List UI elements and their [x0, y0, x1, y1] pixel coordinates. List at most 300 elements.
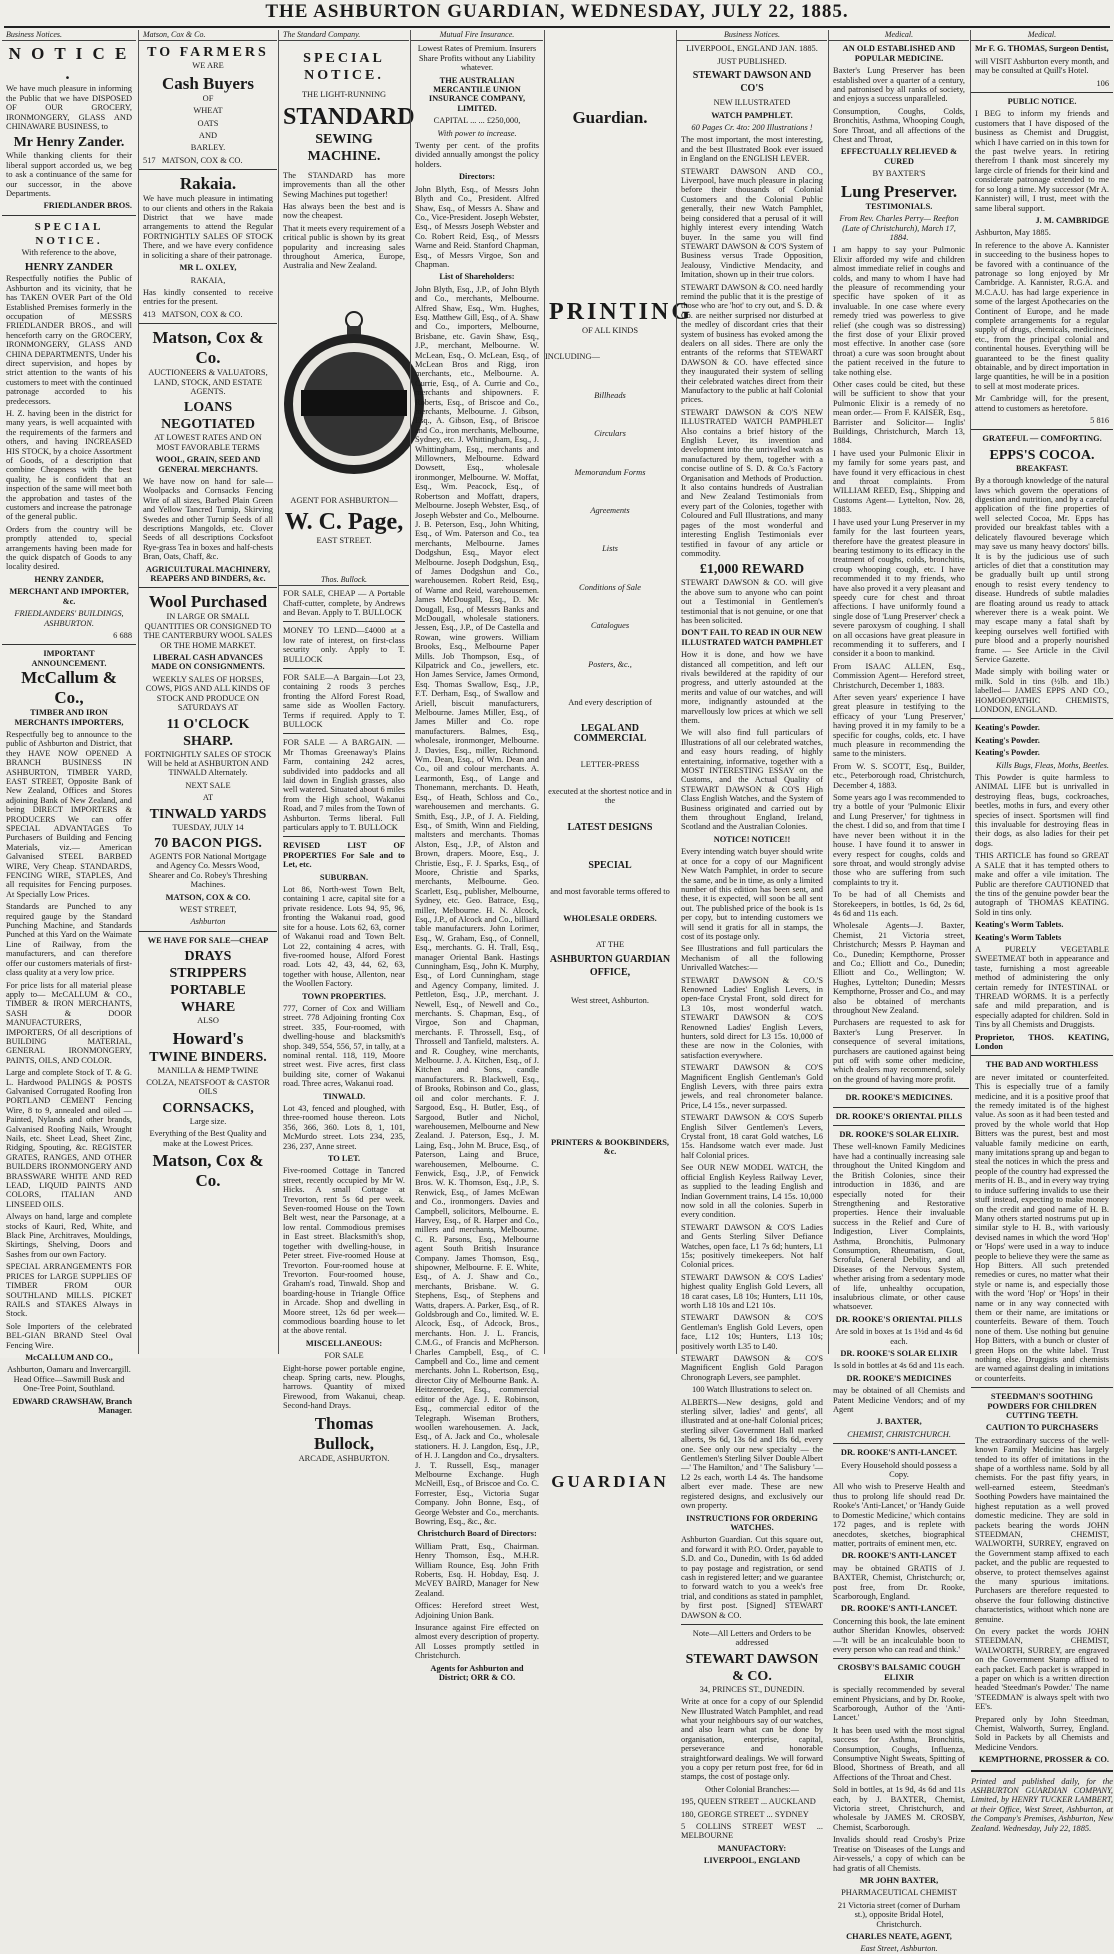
ad-body: To be had of all Chemists and Storekeepers, in bottles, 1s 6d, 2s 6d, 4s 6d and 11s each. [833, 890, 965, 918]
printing-every: And every description of [568, 698, 652, 708]
ad-title: DR. ROOKE'S SOLAR ELIXIR [840, 1349, 958, 1358]
ad-bullock [279, 589, 409, 1463]
ad-friedlander [2, 44, 136, 210]
ad-title: CROSBY'S BALSAMIC COUGH ELIXIR [837, 1663, 961, 1682]
ad-ref: 517 [143, 155, 156, 165]
branch-item: 195, QUEEN STREET ... AUCKLAND [681, 1797, 816, 1807]
ad-section: FOR SALE [324, 1351, 364, 1361]
dray-item: STRIPPERS [169, 966, 247, 982]
ad-mccallum [2, 649, 136, 1415]
ad-section: MISCELLANEOUS: [305, 1338, 383, 1348]
ad-name: Matson, Cox & Co. [152, 328, 264, 368]
ad-body: will VISIT Ashburton every month, and may be consulted at Quill's Hotel. [975, 56, 1109, 76]
ad-signature: MATSON, COX & CO. [165, 892, 251, 902]
ad-title: DR. ROOKE'S SOLAR ELIXIR. [839, 1130, 959, 1140]
ad-title: DR. ROOKE'S MEDICINES. [845, 1093, 953, 1103]
ad-pages: 60 Pages Cr. 4to: 200 Illustrations ! [691, 123, 813, 133]
ad-body: Offices: Hereford street West, Adjoining Union Bank. [415, 1601, 539, 1620]
dray-item: ALSO [197, 1016, 219, 1026]
ad-steedman [971, 1392, 1113, 1764]
ad-body: A PURELY VEGETABLE SWEETMEAT both in appearance and taste, furnishing a most agreeable method of administering the only certain remedy for INTESTINAL or THREAD WORMS. It is a perfectly safe and mild preparation, and is especially adapted for children. Sold in Tins by all Chemists and Druggists. [975, 944, 1109, 1030]
printing-favorable: and most favorable terms offered to [550, 887, 670, 897]
ad-title: TO FARMERS [147, 45, 269, 61]
ad-title: Wool Purchased [148, 592, 268, 612]
ad-name: MR L. OXLEY, [179, 263, 237, 273]
ad-body: This Powder is quite harmless to ANIMAL LIFE but is unrivalled in destroying fleas, bugs, cockroaches, beetles, moths in furs, and every other species of insect. Sportsmen will find this invaluable for destroying fleas in their dogs, as also ladies for their pet dogs. [975, 773, 1109, 848]
ad-pigs: 70 BACON PIGS. [154, 835, 262, 851]
ad-body: ALBERTS—New designs, gold and sterling silver, ladies' and gents', all illustrated and at one-half Colonial prices; sterling silver Government Hall marked alberts, 9s 6d, 13s 6d and 18s 6d, every one. See only our new specialty — the Gentlemen's Sterling Silver Double Albert—' The Hamilton,' and ' The Salisbury '—L2 2s each, worth L4 4s. The handsome albert ever made. These are new registered designs, and exclusively our own property. [681, 1397, 823, 1511]
ad-section: Christchurch Board of Directors: [417, 1529, 537, 1539]
ad-body: Ashburton Guardian. Cut this square out, and forward it with P.O. Order, payable to S.D. and Co., Dunedin, with 1s 6d added to pay postage and registration, or send cash in registered letter; and we guarantee to forward watch to you a week's free trial, and conditions as stated in pamphlet, by first post. [Signed] STEWART DAWSON & CO. [681, 1535, 823, 1620]
ad-title: DR. ROOKE'S ORIENTAL PILLS [835, 1111, 963, 1121]
ad-place: RAKAIA, [190, 275, 226, 285]
ad-name: EPPS'S COCOA. [989, 447, 1095, 463]
ad-body: Some years ago I was recommended to try a bottle of your 'Pulmonic Elixir and Lung Preserver,' for tightness in the chest. I did so, and from that time I have never been without it in the house. I have found it to answer in every respect for coughs, colds and sore throat, and would strongly advise those who are suffering from such complaints to try it. [833, 793, 965, 887]
ad-worm: Keating's Worm Tablets. [975, 920, 1064, 930]
ad-title: PUBLIC NOTICE. [1007, 97, 1077, 107]
ad-wool [139, 592, 277, 926]
masthead-rule [4, 26, 1110, 28]
ad-body: Other cases could be cited, but these will be sufficient to show that your Pulmonic Elixir is a remedy of no mean order.— From F. KAISER, Esq., Barrister and Solicitor— Inglis' Buildings, Christchurch, March 13, 1884. [833, 380, 965, 446]
ad-body: The extraordinary success of the well-known Family Medicine has largely tended to its offer of imitations in the shape of a worthless name. Sold by all chemists. For the past fifty years, in well-earned esteem, Steedman's Soothing Powders have maintained the highest reputation as a well proved domestic medicine. They are sold in packets bearing the words JOHN STEEDMAN, CHEMIST, WALWORTH, SURREY, engraved on the Government stamp affixed to each packet, and the public are requested to observe, to protect themselves against the many spurious imitations. Purchasers are therefore requested to observe the four following distinctive characteristics, without which none are genuine. [975, 1435, 1109, 1624]
ad-title: STEEDMAN'S SOOTHING POWDERS FOR CHILDREN CUTTING TEETH. [987, 1392, 1097, 1421]
ad-body: Every intending watch buyer should write at once for a copy of our Magnificent New Watch Pamphlet, in order to secure the same, and be in time, as only a limited number of this edition has been sent, and these, it is expected, will soon be all sent out. The published price of the book is 1s per copy, but to intending customers we will send it gratis for all in stamps, the cost of its postage only. [681, 847, 823, 941]
ad-body: AUCTIONEERS & VALUATORS, LAND, STOCK, AND ESTATE AGENTS. [148, 368, 268, 396]
ad-body: On every packet the words JOHN STEEDMAN, CHEMIST, WALWORTH, SURREY, are engraved on the Government Stamp affixed to each packet. Each packet is wrapped in a paper on which is a written direction headed 'Steedman's Powder.' The name 'STEEDMAN' is always spelt with two EE's. [975, 1626, 1109, 1712]
ad-every: Everything of the Best Quality and make at the Lowest Prices. [149, 1129, 267, 1148]
ad-power: With power to increase. [437, 128, 517, 138]
ad-body: STEWART DAWSON & CO'S Superb English Silver Gentlemen's Levers, Crystal front, 18 carat Gold watches, L6 15s. Handsome watch ever made. Just half Colonial prices. [681, 1113, 823, 1160]
ad-section: TO LET. [327, 1154, 361, 1164]
printing-special: SPECIAL [588, 859, 632, 871]
ad-baxter [829, 44, 969, 1084]
ad-signature: KEMPTHORNE, PROSSER & CO. [978, 1755, 1109, 1765]
ad-tinwald: TINWALD YARDS [149, 806, 267, 822]
ad-agent: AGENT FOR ASHBURTON— [290, 495, 398, 505]
ad-stewart-dawson [677, 44, 827, 1865]
ad-rooke [829, 1093, 969, 1954]
ad-body: Every Household should possess a Copy. [841, 1460, 957, 1480]
ad-ref: 106 [1096, 78, 1109, 88]
column-header: Mutual Fire Insurance. [411, 30, 543, 41]
ad-rakaia [139, 174, 277, 319]
ad-body: See Illustrations and full particulars the Mechanism of all the following Unrivalled Watches:— [681, 944, 823, 973]
printing-item: Memorandum Forms [574, 467, 646, 477]
ad-agents: AGENTS FOR National Mortgage and Agency Co. Messrs Wood, Shearer and Co. Robey's Threshing Machines. [148, 851, 268, 890]
ad-dateline: LIVERPOOL, ENGLAND JAN. 1885. [686, 44, 818, 54]
ad-body: Respectfully notifies the Public of Ashburton and its vicinity, that he has TAKEN OVER Part of the Old Established Premises formerly in the occupation of MESSRS FRIEDLANDER BROS., and will henceforth carry on the GROCERY, IRONMONGERY, GLASS AND CHINA DEPARTMENTS, Under his direct supervision, and hopes by strict attention to the wants of his customers to meet with the continued patronage accorded to his predecessors. [6, 274, 132, 406]
ad-name: McCallum & Co., [21, 668, 117, 708]
ad-sub: THE LIGHT-RUNNING [301, 90, 387, 100]
ad-body: All who wish to Preserve Health and thus to prolong life should read Dr. Rooke's 'Anti-Lancet,' or 'Handy Guide to Domestic Medicine,' which contains 172 pages, and is replete with anecdotes, sketches, biographical matter, portraits of eminent men, etc. [833, 1482, 965, 1548]
ad-body: STEWART DAWSON AND CO., Liverpool, have much pleasure in placing before their thousands of Colonial Customers and the Colonial Public generally, their new Watch Pamphlet, being considered that a perusal of it will highly interest every intending Watch buyer. In the same you will find STEWART DAWSON & CO'S System of Business versus Trade Opposition, Jealousy, Vindictive Mendacity, and Imitation, shown up in their true colors. [681, 166, 823, 280]
ad-address: 21 Victoria street (corner of Durham st.), opposite Bridal Hotel, Christchurch. [837, 1900, 961, 1929]
ad-address: ARCADE, ASHBURTON. [298, 1453, 390, 1463]
ad-caution: CAUTION TO PURCHASERS [985, 1423, 1099, 1433]
dray-item: PORTABLE WHARE [170, 983, 246, 1016]
column-3 [278, 30, 415, 1463]
ad-machine: SEWING MACHINE. [307, 131, 381, 164]
branch-item: 180, GEORGE STREET ... SYDNEY [681, 1809, 809, 1819]
ad-body: Invalids should read Crosby's Prize Treatise on 'Diseases of the Lungs and Air-vessels,' a copy of which can be had gratis of all Chemists. [833, 1835, 965, 1873]
ad-signature: FRIEDLANDER BROS. [43, 201, 132, 211]
ad-wool: WOOL, GRAIN, SEED AND GENERAL MERCHANTS. [155, 455, 261, 474]
ad-dont: DON'T FAIL TO READ IN OUR NEW ILLUSTRATED WATCH PAMPHLET [681, 628, 823, 647]
ad-name: Mr Henry Zander. [13, 135, 125, 151]
ad-body: While thanking clients for their liberal support accorded us, we beg to ask a continuance of the same for our successor, in the above Departments. [6, 151, 132, 199]
ad-published: JUST PUBLISHED. [717, 56, 787, 66]
ad-title: AN OLD ESTABLISHED AND POPULAR MEDICINE. [842, 44, 956, 63]
ad-body: STEWART DAWSON & CO.'S Renowned Ladies' English Levers, in open-face Crystal Front, sold direct for L3 10s, most wonderful watch. STEWART DAWSON & CO'S Renowned Ladies' English Levers, hunters, sold direct for L3 15s. 10,000 of these are now in the Colonies, with satisfaction everywhere. [681, 975, 823, 1060]
branch-item: 5 COLLINS STREET WEST ... MELBOURNE [681, 1822, 823, 1841]
dray-item: TWINE BINDERS. [149, 1049, 267, 1065]
ad-body: John Blyth, Esq., of Messrs John Blyth and Co., President. Alfred Shaw, Esq., of Messrs A. Shaw and Co., Vice-President. Joseph Webster, Esq., of Messrs Joseph Webster and Co. Robert Reid, Esq., of Messrs Warne and Reid. Stanford Chapman, Esq., of Messrs Virgoe, Son and Chapman. [415, 184, 539, 269]
column-header: The Standard Company. [279, 30, 409, 41]
ad-body: Has kindly consented to receive entries for the present. [143, 287, 273, 307]
masthead: THE ASHBURTON GUARDIAN, WEDNESDAY, JULY 22, 1885. [265, 1, 849, 22]
ad-title: DR. ROOKE'S MEDICINES [846, 1373, 952, 1383]
ad-address: 34, PRINCES ST., DUNEDIN. [699, 1684, 805, 1694]
ad-cured: EFFECTUALLY RELIEVED & CURED [840, 147, 958, 166]
ad-signature: McCALLUM AND CO., [25, 1352, 113, 1362]
ad-title: SPECIAL NOTICE. [303, 51, 385, 84]
ad-body: How it is done, and how we have distanced all competition, and left our rivals bewildered at the rapidity of our progress, and utterly astounded at the merits and value of our watches, and will more, indignantly astounded at the marvellously low prices at which we sell them. [681, 650, 823, 725]
ad-manager: EDWARD CRAWSHAW, Branch Manager. [12, 1396, 132, 1415]
ad-item: REVISED LIST OF PROPERTIES For Sale and to Let, etc. [283, 841, 405, 870]
ad-ref: 413 [143, 309, 156, 319]
grain-item: AND [198, 131, 218, 141]
ad-body: STEWART DAWSON & CO'S Ladies' highest quality English Gold Levers, all 18 carat cases, L8 10s; Hunters, L11 10s, worth L18 10s and L21 10s. [681, 1272, 823, 1310]
ad-signature-title: MERCHANT AND IMPORTER, &c. [9, 587, 129, 606]
ad-epps [971, 434, 1113, 714]
ad-name: HENRY ZANDER [24, 261, 114, 274]
ad-from: From Rev. Charles Perry— Reefton (Late of Christchurch), March 17, 1884. [839, 214, 959, 242]
ad-note: Note—All Letters and Orders to be addressed [692, 1628, 812, 1648]
ad-title: SPECIAL NOTICE. [34, 220, 104, 247]
ad-agent: J. BAXTER, [876, 1417, 922, 1427]
ad-auctioneers [139, 328, 277, 583]
ad-loans: LOANS NEGOTIATED [161, 400, 255, 433]
ad-liverpool: LIVERPOOL, ENGLAND [703, 1856, 801, 1866]
ad-body: That it meets every requirement of a critical public is shown by its great popularity and increasing sales throughout America, Europe, Australia and New Zealand. [283, 223, 405, 271]
ad-body: STEWART DAWSON & CO'S NEW ILLUSTRATED WATCH PAMPHLET Also contains a brief history of the English Lever, its invention and development into the unrivalled watch as manufactured by them, together with a concise outline of S. D. & Co.'s Factory Organisation and Methods of Production. It also contains hundreds of Australian and New Zealand Testimonials from every part of the Colonies, together with Coloured and Full Illustrations, and many pages of the most wonderful and interesting English Testimonials ever testified in favour of any article or commodity. [681, 407, 823, 558]
ad-name: W. C. Page, [284, 509, 404, 536]
printing-item: Catalogues [590, 621, 630, 631]
ad-body: STEWART DAWSON & CO'S Ladies and Gents Sterling Silver Defiance Watches, open face, L1 7s 6d; hunters, L1 15s; positively timekeepers. Not half Colonial prices. [681, 1222, 823, 1270]
ad-name: STEWART DAWSON AND CO'S [692, 70, 812, 95]
column-4 [410, 30, 543, 1683]
ad-machinery: AGRICULTURAL MACHINERY, REAPERS AND BINDERS, &c. [145, 564, 271, 584]
ad-body: In reference to the above A. Kannister in succeeding to the business hopes to be favored with a continuance of the patronage so long enjoyed by Mr Cambridge. A. Kannister, R.G.A. and M.C.A.U. has had large experience in some of the largest Apothecaries on the Continent of Europe, and he made complete arrangements for a regular supply of drugs, chemicals, medicines, etc., from the principal colonial and continental houses. Everything will be guaranteed to be the finest quality obtainable, and by direct importation in large quantities, he will be in a position to sell at most moderate prices. [975, 240, 1109, 391]
ad-title: THE AUSTRALIAN MERCANTILE UNION INSURANCE COMPANY, LIMITED. [428, 75, 526, 113]
ad-street: EAST STREET. [316, 536, 372, 546]
ad-section: Directors: [458, 172, 496, 182]
ad-instructions: INSTRUCTIONS FOR ORDERING WATCHES. [686, 1513, 818, 1532]
ad-body: The most important, the most interesting, and the best Illustrated Book ever issued in England on the ENGLISH LEVER. [681, 135, 823, 164]
ad-body: Is sold in bottles at 4s 6d and 11s each. [833, 1361, 965, 1371]
ad-body: STEWART DAWSON & CO. need hardly remind the public that it is the prestige of those who are 'hot' to cry out, and S. D. & Co. are neither surprised nor disturbed at the medley of discordant cries that their system of business has evoked among the dealers on all sides. There are only the entrants of the reforms that STEWART DAWSON & CO. have effected since they inaugurated their system of selling their celebrated watches direct from their Manufactory to the public at half Colonial prices. [681, 282, 823, 405]
ad-intro: With reference to the above, [21, 247, 117, 257]
printing-street: West street, Ashburton. [571, 995, 649, 1005]
keating-item: Keating's Powder. [975, 748, 1040, 758]
ad-date: TUESDAY, JULY 14 [172, 822, 244, 832]
ad-agent-place: CHEMIST, CHRISTCHURCH. [847, 1429, 951, 1439]
ad-body: By a thorough knowledge of the natural laws which govern the operations of digestion and nutrition, and by a careful application of the fine properties of well selected Cocoa, Mr. Epps has provided our breakfast tables with a delicately flavoured beverage which may save us many heavy doctors' bills. It is by the judicious use of such articles of diet that a constitution may be gradually built up until strong enough to resist every tendency to disease. Hundreds of subtle maladies are floating around us ready to attack wherever there is a weak point. We may escape many a fatal shaft by keeping ourselves well fortified with pure blood and a properly nourished frame. — See Article in the Civil Service Gazette. [975, 476, 1109, 664]
printing-title: PRINTING [549, 299, 694, 325]
ad-title: DR. ROOKE'S ANTI-LANCET. [840, 1604, 958, 1614]
grain-item: OATS [197, 118, 219, 128]
column-7 [828, 30, 969, 1954]
ad-item: FOR SALE—A Bargain—Lot 23, containing 2 roods 3 perches fronting the Alford Forest Road, same side as Woollen Factory. Terms if required. Apply to T. BULLOCK [283, 672, 405, 729]
ad-cash: LIBERAL CASH ADVANCES MADE ON CONSIGNMENTS. [151, 653, 265, 672]
ad-farmers [139, 44, 277, 165]
ad-signature: Matson, Cox & Co. [152, 1151, 264, 1191]
ad-worm: Keating's Worm Tablets [975, 932, 1062, 942]
ad-body: IN LARGE OR SMALL QUANTITIES OR CONSIGNED TO THE CANTERBURY WOOL SALES OR THE HOME MARKET. [143, 612, 273, 650]
column-header: Medical. [971, 30, 1113, 41]
ad-signature: HENRY ZANDER, [34, 574, 104, 584]
ad-signature: MATSON, COX & CO. [161, 309, 243, 319]
ad-large: Large size. [189, 1116, 227, 1126]
ad-body: I have used your Lung Preserver in my family for the last fourteen years, therefore have the greatest pleasure in bearing testimony to its efficacy in the treatment of coughs, colds, bronchitis, croup whooping cough, etc. I have recommended it to my friends, who have also proved it a very pleasant and speedy cure for chest and throat affections. I have uniformly found a single dose of 'Lung Preserver' check a severe paroxysm of coughing. I shall on all occasions have great pleasure in recommending it to sufferers, and I consider it a boon to mankind. [833, 517, 965, 659]
ad-testimonials: TESTIMONIALS. [865, 201, 933, 211]
printing-atthe: AT THE [595, 940, 625, 950]
ad-body: Consumption, Coughs, Colds, Bronchitis, Asthma, Whooping Cough, Sore Throat, and all affections of the Chest and Throat, [833, 106, 965, 145]
ad-body: is specially recommended by several eminent Physicians, and by Dr. Rooke, Scarborough, Author of the 'Anti-Lancet.' [833, 1685, 965, 1723]
ad-standard [279, 44, 415, 271]
ad-pamphlet: WATCH PAMPHLET. [711, 110, 793, 120]
ad-body: THIS ARTICLE has found so GREAT A SALE that it has tempted others to make and offer a vile imitation. The Public are therefore CAUTIONED that the tins of the genuine powder bear the autograph of THOMAS KEATING. Sold in tins only. [975, 851, 1109, 917]
ad-place: Ashburton [190, 917, 226, 927]
ad-public-notice [971, 97, 1113, 425]
ad-body: may be obtained of all Chemists and Patent Medicine Vendors; and of my Agent [833, 1386, 965, 1415]
ad-item: MONEY TO LEND—£4000 at a low rate of interest, on first-class security only. Apply to T. BULLOCK [283, 626, 405, 664]
ad-title: DR. ROOKE'S ANTI-LANCET [841, 1551, 957, 1561]
ad-next: NEXT SALE [185, 780, 231, 790]
ad-body: From ISAAC ALLEN, Esq., Commission Agent— Hereford street, Christchurch, December 1, 1883. [833, 661, 965, 690]
printing-item: Conditions of Sale [579, 582, 641, 592]
ad-item: Lot 86, North-west Town Belt, containing 1 acre, capital site for a private residence. Lots 94, 95, 96, fronting the Wakanui road, good site for a house. Lots 62, 63, corner of Wakanui road and Town Belt. Lot 22, containing 4 acres, with five-roomed house, Alford Forest road. Lots 42, 43, 44, 62, 63, together with house, Allenton, near the Woollen Factory. [283, 885, 405, 989]
ad-body: Twenty per cent. of the profits divided annually amongst the policy holders. [415, 141, 539, 169]
ad-name: STANDARD [283, 103, 415, 130]
grain-item: WHEAT [193, 106, 223, 116]
ad-name: Lung Preserver. [840, 181, 958, 201]
ad-body: Purchasers are requested to ask for Baxter's Lung Preserver. In consequence of several imitations, purchasers are cautioned against being put off with some other medicine, which dealers may recommend, solely on the ground of having more profit. [833, 1018, 965, 1084]
ad-at: AT [202, 793, 214, 803]
ad-body: These well-known Family Medicines have had a continually increasing sale throughout the United Kingdom and the British Colonies, since their introduction in 1836, and are especially noted for their Strengthening and Restorative properties. Hence their invaluable success in the Relief and Cure of Indigestion, Liver Complaints, Asthma, Bronchitis, Pulmonary Consumption, Rheumatism, Gout, Scrofula, General Debility, and all Diseases of the Nervous System, whether arising from a sedentary mode of life, unhealthy occupation, insalubrious climate, or other cause whatsoever. [833, 1142, 965, 1312]
ad-cornsacks: CORNSACKS, [162, 1100, 254, 1116]
ad-title: IMPORTANT ANNOUNCEMENT. [31, 649, 107, 668]
ad-illustrated: NEW ILLUSTRATED [713, 98, 791, 108]
keating-item: Keating's Powder. [975, 723, 1040, 733]
ad-item: Lot 43, fenced and ploughed, with three-roomed house thereon. Lots 356, 366, 360. Lots 8, 1, 101, McMurdo street. Lots 234, 235, 236, 237, Anne street. [283, 1104, 405, 1151]
printing-item: Posters, &c., [588, 659, 632, 669]
ad-by: BY BAXTER'S [872, 169, 926, 179]
ad-item: FOR SALE — A BARGAIN. — Mr Thomas Greenaway's Plains Farm, containing 242 acres, subdivided into paddocks and all laid down in English grasses, also well watered. Situated about 6 miles from the High school, Wakanui Road, and 7 miles from the Town of Ashburton. Terms liberal. Full particulars apply to T. BULLOCK [283, 738, 405, 833]
ad-body: Always on hand, large and complete stocks of Kauri, Red, White, and Black Pine, Architraves, Mouldings, Skirtings, Shelving, Doors and Sashes from our own Factory. [6, 1212, 132, 1259]
ad-title: N O T I C E . [8, 44, 130, 84]
ad-item: 777, Corner of Cox and William street. 778 Adjoining fronting Cox street. 335, Four-roomed, with dwelling-house and blacksmith's shop. 349, 554, 556, 57, in tally, at a nominal rental. 118, 119, Moore street west. Five acres, first class building site, corner of Wakanui road. Three acres, Wakanui road. [283, 1003, 405, 1089]
printing-executed: executed at the shortest notice and in the [548, 786, 672, 806]
ad-page [279, 482, 409, 546]
ad-body: H. Z. having been in the district for many years, is well acquainted with the requirements of the farmers and others, and having INCREASED HIS STOCK, by a choice Assortment of Goods, of a description that combine Cheapness with the best quality, he is confident that an inspection of the same will meet both the approbation and tastes of the customers and increase the patronage of the general public. [6, 408, 132, 522]
ad-body: Orders from the country will be promptly attended to, special arrangements having been made for the quick dispatch of Goods to any locality desired. [6, 524, 132, 572]
column-header: Medical. [829, 30, 969, 41]
ad-fortnightly: FORTNIGHTLY SALES OF STOCK Will be held at ASHBURTON AND TINWALD Alternately. [144, 749, 272, 778]
dray-item: DRAYS [184, 949, 232, 965]
ad-reward: £1,000 REWARD [699, 562, 805, 578]
ad-mutual-fire [411, 44, 543, 1682]
ad-section: TOWN PROPERTIES. [302, 991, 386, 1001]
ad-signature: Proprietor, THOS. KEATING, London [975, 1032, 1109, 1051]
ad-item: Five-roomed Cottage in Tancred street, recently occupied by Mr W. Hicks. A small Cottage at Trevorton, rent 5s 6d per week. Seven-roomed House on the Town Belt west, near the Parsonage, at a low rental. Commodious premises in East street. Blacksmith's shop, together with dwelling-house, in Peter street. Five-roomed House at Trevorton. Four-roomed house at Trevorton. Four-roomed house, Graham's road, Tinwald. Shop and boarding-house in Triangle Office in Arcade. Shop and dwelling in Moore street, 12s 6d per week—commodious boarding house to let at the above rental. [283, 1166, 405, 1336]
ad-date: Ashburton, May 1885. [975, 228, 1051, 238]
ad-body: William Pratt, Esq., Chairman. Henry Thomson, Esq., M.H.R. William Rounce, Esq. John Frith Roberts, Esq. H. Hobday, Esq. J. McVEY BAIRD, Manager for New Zealand. [415, 1541, 539, 1598]
column-header: Business Notices. [2, 30, 136, 41]
ad-body: We will also find full particulars of Illustrations of all our celebrated watches, and easy hours reading, of highly entertaining, informative, together with a MOST INTERESTING ESSAY on the Customs, and the Actual Quality of STEWART DAWSON & CO'S High Class English Watches, and the System of Business originated and carried out by them throughout England, Ireland, Scotland and the Australian Colonies. [681, 728, 823, 832]
ad-body: Concerning this book, the late eminent author Sheridan Knowles, observed:—'It will be an incalculable boon to every person who can read and think.' [833, 1616, 965, 1654]
ad-colza: COLZA, NEATSFOOT & CASTOR OILS [146, 1078, 270, 1097]
ad-body: may be obtained GRATIS of J. BAXTER, Chemist, Christchurch; or, post free, from Dr. Rooke, Scarborough, England. [833, 1563, 965, 1601]
imprint: Printed and published daily, for the ASHBURTON GUARDIAN COMPANY, Limited, by HENRY TUCKER LAMBERT, at their Office, West Street, Ashburton, at the Company's Premises, Ashburton, New Zealand. Wednesday, July 22, 1885. [971, 1776, 1113, 1833]
ad-name: Cash Buyers [161, 73, 255, 93]
ad-body: Made simply with boiling water or milk. Sold in tins (½lb. and 1lb.) labelled— JAMES EPPS AND CO., HOMOEOPATHIC CHEMISTS, LONDON, ENGLAND. [975, 667, 1109, 714]
ad-body: After seven years' experience I have great pleasure in testifying to the efficacy of your 'Lung Preserver,' having proved it in my family to be a specific for coughs, colds, etc. I have much pleasure in recommending the same to the ministers. [833, 693, 965, 759]
grain-item: BARLEY. [190, 143, 226, 153]
printing-item: Circulars [594, 429, 626, 439]
column-8 [970, 30, 1113, 1833]
ad-body: Large and complete Stock of T. & G. L. Hardwood PALINGS & POSTS Galvanised Corrugated Roofing Iron PORTLAND CEMENT Fencing Wire, 8 to 9, annealed and oiled — Painted, Nylands and other brands, Galvanised Roofing Nails, Wrought Nails, etc. Sheet Lead, Sheet Zinc, Ridging, Spouting, &c. REGISTER GRATES, RANGES, AND OTHER BUILDERS IRONMONGERY AND BRASSWARE WHITE AND RED LEAD, LIQUID PAINTS AND COLORS, ITALIAN AND LINSEED OILS. [6, 1068, 132, 1209]
ad-address: East Street, Ashburton. [860, 1944, 938, 1954]
ad-body: It has been used with the most signal success for Asthma, Bronchitis, Consumption, Coughs, Influenza, Consumptive Night Sweats, Spitting of Blood, Shortness of Breath, and all Affections of the Throat and Chest. [833, 1725, 965, 1782]
ad-ref: 5 816 [1090, 416, 1109, 426]
guardian-title: Guardian. [572, 108, 648, 127]
section-header: Thos. Bullock. [279, 575, 409, 586]
ad-twine: MANILLA & HEMP TWINE [157, 1065, 259, 1075]
ad-body: Prepared only by John Steedman, Chemist, Walworth, Surrey, England. Sold in Packets by all Chemists and Medicine Vendors. [975, 1714, 1109, 1752]
ad-zander [2, 220, 136, 640]
ad-title: GRATEFUL — COMFORTING. [982, 434, 1102, 444]
dray-item: Howard's [172, 1028, 244, 1048]
printing-wholesale: WHOLESALE ORDERS. [563, 913, 657, 923]
ad-body: Are sold in boxes at 1s 1½d and 4s 6d each. [835, 1327, 963, 1346]
ad-address: Ashburton, Oamaru and Invercargill. Head Office—Sawmill Busk and One-Tree Point, Southland. [7, 1365, 131, 1394]
ad-section: SUBURBAN. [319, 872, 369, 882]
ad-body: Baxter's Lung Preserver has been established over a quarter of a century, and patronised by all ranks of society, and enjoys a success unparalleled. [833, 66, 965, 104]
ad-body: See OUR NEW MODEL WATCH, the official English Keyless Railway Lever, as supplied to the leading English and Indian Government trains, L4 15s. 10,000 now sold in all the colonies. Superb in every condition. [681, 1163, 823, 1220]
ad-body: John Blyth, Esq., J.P., of John Blyth and Co., merchants, Melbourne. Alfred Shaw, Esq., Wm. Hughes, Esq. Matthew Gill, Esq., of A. Shaw and Co., importers, Melbourne, Brisbane, etc. Gavin Shaw, Esq., J.P., merchant, Melbourne. W. McLean, Esq., O. McLean, Esq., of McLean Bros and Rigg, iron merchants, etc., Melbourne. A. Currie, Esq., of A. Currie and Co., merchants and shipowners. F. Roberts, Esq., of Briscoe and Co., merchants, Melbourne. J. Gibson, Esq., A. Gibson, Esq., of Briscoe and Co., iron merchants, Melbourne, Sydney, etc. J. Whittingham, Esq., J. Whittingham, Esq., merchants and Millowners, Melbourne. Edward Dowsett, Esq., wholesale ironmonger, Melbourne. W. Moffat, Esq., Wm. Peacock, Esq., of Robertson and Moffatt, drapers, Melbourne. Joseph Webster, Esq., of Joseph Webster and Co., Melbourne. J. B. Peterson, Esq., John Whiting, Esq., of Wm. Paterson and Co., tea merchants, Melbourne. James Dodgshun, Esq., Mayor elect Melbourne. Joseph Dodgshun, Esq., of James Dodgshun and Co., warehousemen. Robert Reid, Esq., of Warne and Reid, warehousemen. James McDougall, Esq., D. Mc Dougall, Esq., of Messrs Banks and McDougall, wholesale stationers. Jessen, Esq., J.P., of De Castella and Rowan, wine growers. William Brooks, Esq., Melbourne Paper Mills. Job Thompson, Esq., of Kilpatrick and Co., jewellers, etc. Hon James Service, James Ormond, Esq. Thomas Swallow, Esq., J.P., F.T. Derham, Esq., of Swallow and Ariell, biscuit manufacturers, Melbourne. James Miller, Esq., of James Miller and Co. rope manufacturers. Balmes, Esq., wholesale, ironmonger, Melbourne. J. Davies, Esq., miller, Richmond. Wm. Dean, Esq., of Wm. Dean and Co., oil and colour merchants. A. Learmonth, Esq., of Lange and Thonemann, merchants. D. Heath, Esq., of Heath, Schloss and Co., warehousemen and merchants. G. Smith, Esq., J.P., of J. A. Fielding, Esq., of Smith, Winn and Fielding, maltsters and merchants. Thomas Alston, Esq., J.P., of Alston and Brown, drapers. Moore, Esq., J. Christie, Esq., F. J. Sparks, Esq., of Moore, Christie and Sparks, merchants, Melbourne. Geo. Scarlett, Esq., publisher, Melbourne, Sydney, etc. Geo. Batrace, Esq., miller, Melbourne. H. N. Alcock, Esq., J.P., of Alcock and Co., billiard table manufacturers. John Lorimer, Esq., W. Graham, Esq., of Connell, Esq., merchants. G. H. Trall, Esq., manager Oriental Bank. Hastings Cunningham, Esq., John K. Murphy, Esq., of Lord Cunningham, stage and Agency Company, limited. J. Pettleton, Esq., J.P., merchant. J. Newell, Esq., of Newell and Co., merchants. S. Chapman, Esq., of Virgoe, Son and Chapman, merchants. F. Throssell, Esq., of Throssell and Tanfield, maltsters. A. and R. Coughey, wine merchants, Melbourne. J. A. Kitchen, Esq., of J. Kitchen and Sons, candle manufacturers. R. Blackwell, Esq., of Brooks, Robinson and Co., glass, oil and color merchants. F. J. Sargood, Esq., H. Butler, Esq., of Sargood, Butler and Nichol, warehousemen, Melbourne and New Zealand. J. Paterson, Esq., J. M. Laing, Esq., John M. Bruce, Esq., of Paterson, Laing and Bruce, warehousemen, Melbourne. C. Fenwick, Esq., J.P., of Fenwick Bros. W. K. Thomson, Esq., J.P., S. Renwick, Esq., of James McEwan and Co., ironmongers. Davies and Campbell, solicitors, Melbourne. E. Harvey, Esq., of R. Harper and Co., millers and merchants, Melbourne. C. R. Parsons, Esq., Melbourne agent South British Insurance Company. James Thomson, Esq., shipowner, Melbourne. F. E. White, Esq., of A. J. Shaw and Co., merchants, Brisbane. W. G. Stephens, Esq., of Stephens and Watts, drapers. A. Parker, Esq., of R. Goldsbrough and Co., limited. W. E. Alcock, Esq., of Adcock, Bros., merchants. Hon. J. L. Francis, C.M.G., of Francis and McPherson. Charles Campbell, Esq., of C. Campbell and Co., lime and cement merchants. John L. Robertson, Esq., director City of Melbourne Bank. A. Heitzenroeder, Esq., commercial editor of the Age. J. E. Robinson, Esq., commercial editor of the Telegraph. Wiseman Brothers, woollen warehousemen. A. Jack, Esq., of A. Jack and Co., wholesale stationers. H. J. Langdon, Esq., J.P., of H. J. Langdon and Co., drysalters. J. T. Russell, Esq., manager Melbourne Exchange. Hugh McNeill, Esq., of Briscoe and Co. C. Forrester, Esq., Victoria Sugar Company. John Bonne, Esq., of George Webster and Co., merchants. Bowring, Esq., &c., &c. [415, 284, 539, 1526]
printing-including: INCLUDING— [545, 352, 600, 362]
ad-body: I BEG to inform my friends and customers that I have disposed of the business as Chemist and Druggist, which I have carried on in this town for the past twelve years. In retiring therefrom I thank most sincerely my large circle of friends for their kind and considerate patronage extended to me for so long a time. My successor (Mr A. Kannister) will, I trust, meet with the same liberal support. [975, 109, 1109, 213]
ad-body: STEWART DAWSON & CO'S Gentleman's English Gold Levers, open face, L12 10s; Hunters, L13 10s; positively worth L35 to L40. [681, 1313, 823, 1351]
ad-body: Sole Importers of the celebrated BEL-GIAN BRAND Steel Oval Fencing Wire. [6, 1321, 132, 1350]
ad-of: OF [202, 93, 214, 103]
ad-body: We have much pleasure in informing the Public that we have DISPOSED OF OUR GROCERY, IRONMONGERY, GLASS AND CHINAWARE BUSINESS, to [6, 84, 132, 132]
column-6 [676, 30, 827, 1866]
ad-kills: Kills Bugs, Fleas, Moths, Beetles. [995, 760, 1109, 770]
ad-title: DR. ROOKE'S ORIENTAL PILLS [835, 1314, 963, 1324]
ad-sub: BREAKFAST. [1015, 463, 1069, 473]
column-header: Business Notices. [677, 30, 827, 41]
printing-legal: LEGAL AND COMMERCIAL [573, 723, 647, 744]
ad-title: THE BAD AND WORTHLESS [985, 1060, 1099, 1070]
ad-sd: STEWART DAWSON & CO. [685, 1651, 819, 1684]
ad-address: FRIEDLANDERS' BUILDINGS, ASHBURTON. [14, 609, 124, 628]
ad-drays [139, 936, 277, 1191]
keating-item: Keating's Powder. [975, 735, 1040, 745]
printing-latest: LATEST DESIGNS [567, 821, 653, 833]
ad-signature: Thomas Bullock, [314, 1413, 374, 1453]
ad-body: We have much pleasure in intimating to our clients and others in the Rakaia District that we have made arrangements to attend the Regular FORTNIGHTLY SALES OF STOCK There, and we have every confidence in soliciting a share of their patronage. [143, 194, 273, 260]
ad-body: SPECIAL ARRANGEMENTS FOR PRICES for LARGE SUPPLIES OF TIMBER FROM OUR SOUTHLAND MILLS. PICKET RAILS and STAKES Always in Stock. [6, 1262, 132, 1319]
ad-body: From W. S. SCOTT, Esq., Builder, etc., Peterborough road, Christchurch, December 4, 1883. [833, 761, 965, 790]
ad-body: Insurance against Fire effected on almost every description of property. All Losses promptly settled in Christchurch. [415, 1623, 539, 1661]
ad-weekly: WEEKLY SALES OF HORSES, COWS, PIGS AND ALL KINDS OF STOCK AND PRODUCE ON SATURDAYS AT [145, 674, 271, 713]
ad-agent: CHARLES NEATE, AGENT, [846, 1931, 952, 1941]
ad-manufactory: MANUFACTORY: [717, 1843, 787, 1853]
ad-item: Eight-horse power portable engine, cheap. Spring carts, new. Ploughs, harrows. Quantity of mixed Firewood, from Wakanui, cheap. Second-hand Drays. [283, 1363, 405, 1411]
ad-body: STEWART DAWSON & CO'S Magnificent English Gentleman's Gold English Levers, with three pairs extra jewels, and real chronometer balance. Price, L4 15s., never surpassed. [681, 1063, 823, 1110]
guardian-footer: GUARDIAN [551, 1471, 669, 1491]
ad-body: Has always been the best and is now the cheapest. [283, 202, 405, 221]
ad-body: 100 Watch Illustrations to select on. [691, 1385, 813, 1395]
ad-keating [971, 723, 1113, 1051]
ad-body: Sold in bottles, at 1s 9d, 4s 6d and 11s each, by J. BAXTER, Chemist, Victoria street, Christchurch, and wholesale by JAMES M. CROSBY, Chemist, Scarborough. [833, 1785, 965, 1832]
ad-body: I have used your Pulmonic Elixir in my family for some years past, and have found it very efficacious in chest and throat complaints. From WILLIAM REED, Esq., Shipping and Customs Agent— Lyttelton, Nov. 28, 1883. [833, 448, 965, 515]
column-2 [138, 30, 277, 1354]
printing-item: Lists [602, 544, 618, 554]
ad-body: Write at once for a copy of our Splendid New Illustrated Watch Pamphlet, and read what your neighbours say of our watches, and also learn what can be done by organisation, enterprise, capital, perseverance and honorable straightforward dealings. We will forward you a copy per return post free, for 6d in stamps, the cost of postage only. [681, 1697, 823, 1782]
ad-signature: MATSON, COX & CO. [161, 155, 243, 165]
ad-name: Mr F. G. THOMAS, Surgeon Dentist, [975, 44, 1109, 54]
ad-body: STEWART DAWSON & CO. will give the above sum to anyone who can point out a Testimonial in Gentlemen's testimonial that is not genuine, or one that has been solicited. [681, 578, 823, 625]
ad-sub: WE ARE [192, 61, 224, 71]
ad-title: DR. ROOKE'S ANTI-LANCET. [840, 1448, 958, 1458]
ad-body: I am happy to say your Pulmonic Elixir afforded my wife and children almost immediate relief in coughs and colds, and many to whom I have had the pleasure of recommending your specific have spoken of it as invaluable. In one case where every remedy tried was powerless to give relief (she cough was so distressing) the first dose of your Elixir proved most effective. In another case (sore throat) a cure was soon brought about the patient received in the future to take nothing else. [833, 245, 965, 377]
ad-branches: Other Colonial Branches:— [705, 1784, 799, 1794]
waltham-watch-illustration [279, 306, 429, 476]
printing-letter: LETTER-PRESS [580, 760, 640, 770]
printing-item: Billheads [594, 390, 626, 400]
ad-body: The STANDARD has more improvements than all the other Sewing Machines put together! [283, 170, 405, 199]
ad-subtitle: TIMBER AND IRON MERCHANTS IMPORTERS, [14, 708, 124, 727]
printing-sub: OF ALL KINDS [582, 326, 638, 335]
printing-bookbinders: PRINTERS & BOOKBINDERS, &c. [551, 1137, 669, 1157]
ad-hop-bitters [971, 1060, 1113, 1383]
ad-section: TINWALD. [322, 1091, 366, 1101]
ad-body: are never imitated or counterfeited. This is especially true of a family medicine, and it is a positive proof that the remedy imitated is of the highest value. As soon as it had been tested and proved by the whole world that Hop Bitters was the purest, best and most valuable family medicine on earth, many imitations sprang up and began to steal the notices in which the press and people of the country had expressed the merits of H. B., and in every way trying to induce suffering invalids to use their stuff instead, expecting to make money on the credit and good name of H. B. Many others started nostrums put up in similar style to H. B., with variously devised names in which the word 'Hop' or 'Hops' were used in a way to induce people to believe they were the same as Hop Bitters. All such pretended remedies or cures, no matter what their style or name is, and especially those with the word 'Hop' or 'Hops' in their name or in any way connected with them or their name, are imitations or counterfeits. Beware of them. Touch none of them. Use nothing but genuine Hop Bitters, with a bunch or cluster of green Hops on the white label. Trust nothing else. Druggists and chemists are warned against dealing in imitations or counterfeits. [975, 1072, 1109, 1383]
ad-street: WEST STREET, [179, 904, 237, 914]
ad-at: AT LOWEST RATES AND ON MOST FAVORABLE TERMS [154, 433, 262, 452]
ad-time: 11 O'CLOCK SHARP. [166, 716, 250, 749]
ad-notice: NOTICE! NOTICE!! [713, 834, 791, 844]
ad-body: STEWART DAWSON & CO'S Magnificent English Gold Paragon Chronograph Levers, see pamphlet. [681, 1354, 823, 1382]
ad-lowest: Lowest Rates of Premium. Insurers Share Profits without any Liability whatever. [417, 44, 537, 73]
ad-section: List of Shareholders: [439, 272, 515, 282]
ad-signature: MR JOHN BAXTER, [859, 1875, 939, 1885]
ad-capital: CAPITAL ... ... £250,000, [433, 116, 521, 126]
ad-body: Respectfully beg to announce to the public of Ashburton and District, that they HAVE NOW OPENED A BRANCH BUSINESS IN ASHBURTON, TIMBER YARD, EAST STREET, Opposite Bank of New Zealand, Offices and Stores adjoining Bank of New Zealand, and being DIRECT IMPORTERS & PRODUCERS We can offer SPECIAL ADVANTAGES To Purchasers of Building and Fencing Materials, viz.— American Galvanised STEEL BARBED WIRE, Very Cheap. STANDARDS, FENCING WIRE, STAPLES, And all requisites for Fencing purposes. At Specially Low Prices. [6, 729, 132, 899]
ad-body: Standards are Punched to any required gauge by the Standard Punching Machine, and Standards Punched at this Yard on the Waimate Line of Railway, from the manufacturers, and can therefore offer our customers materials of first-class quality at a very low price. [6, 902, 132, 978]
printing-item: Agreements [590, 506, 630, 516]
ad-signature: J. M. CAMBRIDGE [1035, 215, 1109, 225]
ad-title: WE HAVE FOR SALE—CHEAP [147, 935, 269, 945]
printing-office: ASHBURTON GUARDIAN OFFICE, [549, 953, 671, 978]
ad-title: Rakaia. [179, 174, 237, 194]
ad-item: FOR SALE, CHEAP — A Portable Chaff-cutter, complete, by Andrews and Bevan. Apply to T. BULLOCK [283, 589, 405, 617]
column-5 [544, 30, 694, 1491]
ad-body: For price lists for all material please apply to— McCALLUM & CO., TIMBER & IRON MERCHANTS, SASH & DOOR MANUFACTURERS, IMPORTERS, Of all descriptions of BUILDING MATERIAL, GENERAL IRONMONGERY, PAINTS, OILS, AND COLOR. [6, 980, 132, 1065]
